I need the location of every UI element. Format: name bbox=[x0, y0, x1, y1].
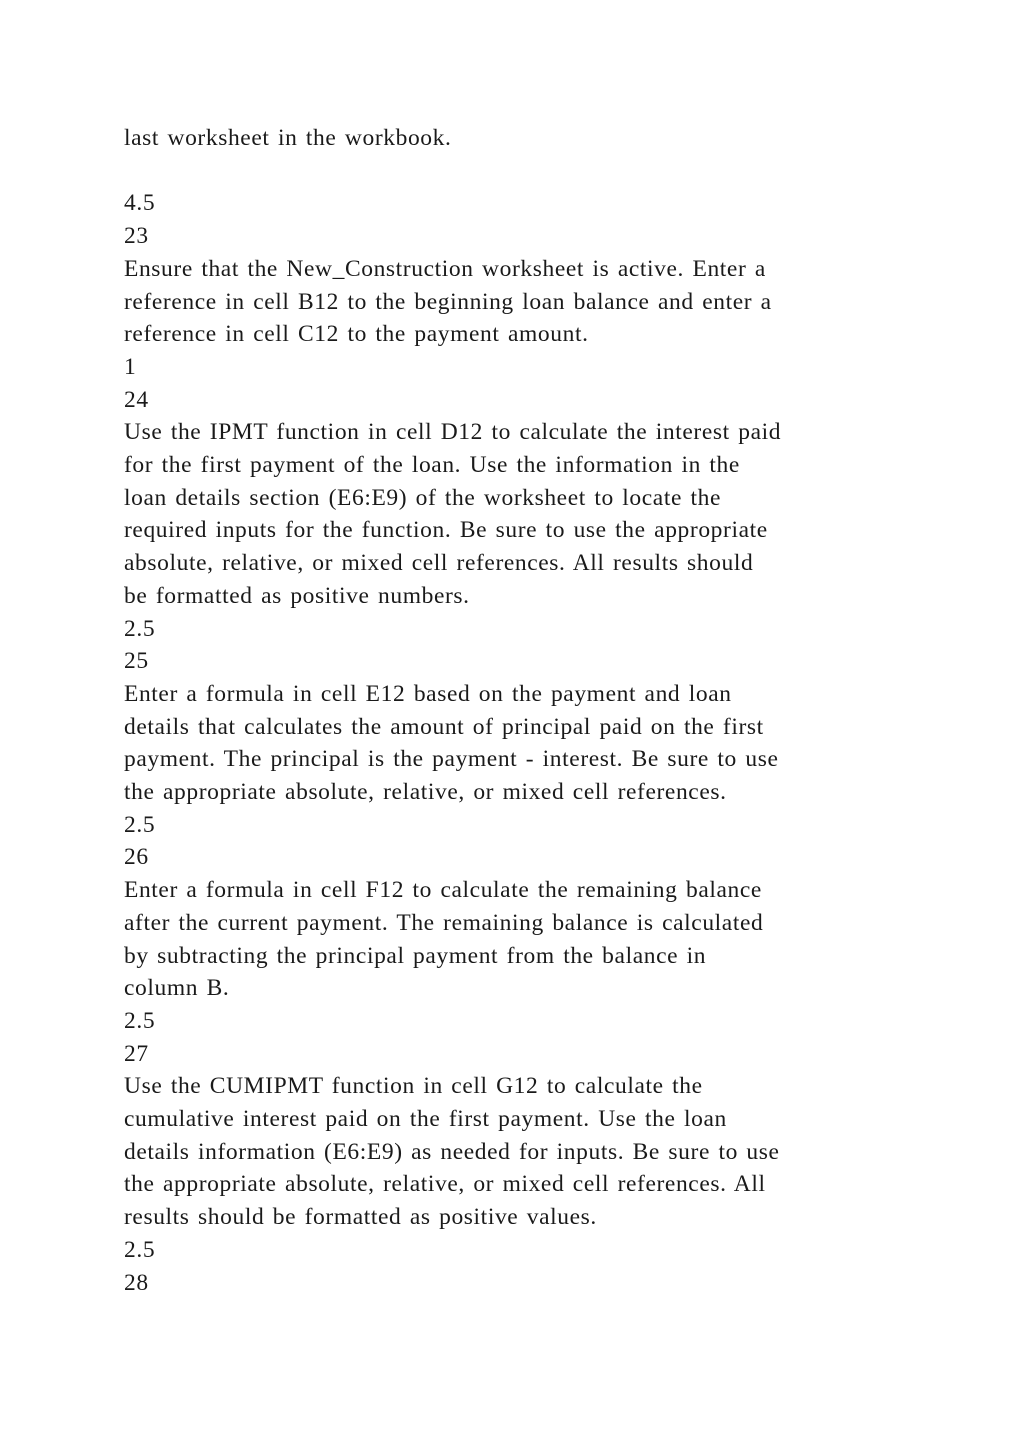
text-line: column B. bbox=[124, 975, 230, 1002]
text-line: absolute, relative, or mixed cell references. All results should bbox=[124, 550, 754, 577]
text-line: payment. The principal is the payment - interest. Be sure to use bbox=[124, 746, 779, 773]
text-line: details that calculates the amount of principal paid on the first bbox=[124, 713, 764, 740]
text-line: the appropriate absolute, relative, or mixed cell references. bbox=[124, 779, 727, 806]
document-body bbox=[124, 122, 904, 1299]
text-line: reference in cell B12 to the beginning loan balance and enter a bbox=[124, 288, 772, 315]
text-line: by subtracting the principal payment from the balance in bbox=[124, 942, 707, 969]
step-number: 26 bbox=[124, 844, 149, 871]
text-line: details information (E6:E9) as needed for inputs. Be sure to use bbox=[124, 1138, 780, 1165]
text-line: Enter a formula in cell E12 based on the payment and loan bbox=[124, 680, 732, 707]
points-value: 2.5 bbox=[124, 615, 156, 642]
step-number: 24 bbox=[124, 386, 149, 413]
text-line: Use the IPMT function in cell D12 to calculate the interest paid bbox=[124, 419, 782, 446]
step-number: 25 bbox=[124, 648, 149, 675]
text-line: for the first payment of the loan. Use the information in the bbox=[124, 452, 740, 479]
text-line: be formatted as positive numbers. bbox=[124, 582, 470, 609]
points-value: 2.5 bbox=[124, 811, 156, 838]
points-value: 4.5 bbox=[124, 190, 156, 217]
text-line: Ensure that the New_Construction worksheet is active. Enter a bbox=[124, 255, 766, 282]
text-line: cumulative interest paid on the first payment. Use the loan bbox=[124, 1106, 727, 1133]
text-line: after the current payment. The remaining balance is calculated bbox=[124, 909, 764, 936]
step-number: 23 bbox=[124, 223, 149, 250]
text-line: Use the CUMIPMT function in cell G12 to calculate the bbox=[124, 1073, 703, 1100]
blank-line bbox=[124, 155, 904, 188]
text-line: required inputs for the function. Be sure to use the appropriate bbox=[124, 517, 768, 544]
text-line: results should be formatted as positive values. bbox=[124, 1204, 597, 1231]
text-line: the appropriate absolute, relative, or mixed cell references. All bbox=[124, 1171, 766, 1198]
points-value: 2.5 bbox=[124, 1236, 156, 1263]
text-line: last worksheet in the workbook. bbox=[124, 125, 452, 151]
text-line: loan details section (E6:E9) of the worksheet to locate the bbox=[124, 484, 721, 511]
step-number: 28 bbox=[124, 1269, 149, 1296]
points-value: 1 bbox=[124, 353, 137, 380]
text-line: Enter a formula in cell F12 to calculate the remaining balance bbox=[124, 877, 762, 904]
points-value: 2.5 bbox=[124, 1007, 156, 1034]
text-line: reference in cell C12 to the payment amount. bbox=[124, 321, 589, 348]
step-number: 27 bbox=[124, 1040, 149, 1067]
